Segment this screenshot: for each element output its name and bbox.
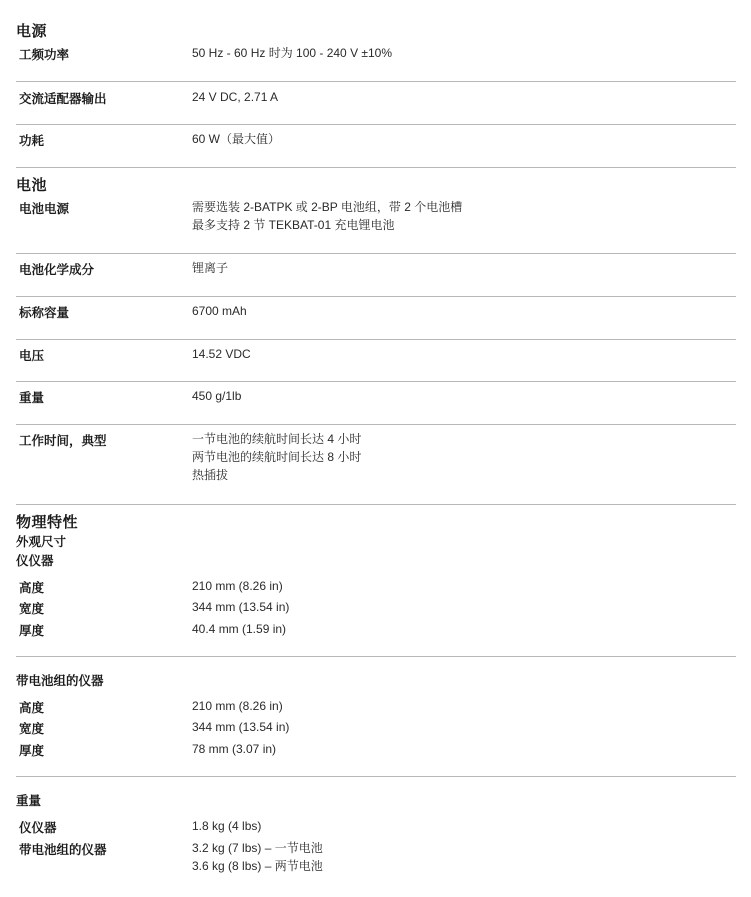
voltage-value: 14.52 VDC	[192, 347, 251, 361]
ac-adapter-output-value: 24 V DC, 2.71 A	[192, 90, 279, 104]
battery-weight-label: 重量	[19, 391, 45, 405]
battery-weight-value: 450 g/1lb	[192, 389, 242, 403]
voltage-label: 电压	[19, 349, 45, 363]
divider	[16, 656, 736, 657]
divider	[16, 253, 736, 254]
divider	[16, 504, 736, 505]
battery-chemistry-value: 锂离子	[192, 261, 229, 275]
divider	[16, 424, 736, 425]
with-battery-depth-label: 厚度	[19, 744, 45, 758]
divider	[16, 81, 736, 82]
with-battery-title: 带电池组的仪器	[16, 674, 104, 688]
divider	[16, 339, 736, 340]
with-battery-width-value: 344 mm (13.54 in)	[192, 720, 290, 734]
with-battery-weight-value-line-2: 3.6 kg (8 lbs) – 两节电池	[192, 859, 323, 873]
operating-time-label: 工作时间，典型	[19, 434, 107, 448]
battery-power-value-line-2: 最多支持 2 节 TEKBAT-01 充电锂电池	[192, 218, 395, 232]
physical-heading: 物理特性	[16, 514, 79, 531]
with-battery-depth-value: 78 mm (3.07 in)	[192, 742, 277, 756]
instrument-height-value: 210 mm (8.26 in)	[192, 579, 283, 593]
divider	[16, 381, 736, 382]
instrument-width-label: 宽度	[19, 602, 45, 616]
battery-chemistry-label: 电池化学成分	[19, 263, 95, 277]
operating-time-value-line-3: 热插拔	[192, 468, 229, 482]
battery-power-value-line-1: 需要选装 2-BATPK 或 2-BP 电池组，带 2 个电池槽	[192, 200, 463, 214]
divider	[16, 124, 736, 125]
instrument-depth-label: 厚度	[19, 624, 45, 638]
power-frequency-label: 工频功率	[19, 48, 70, 62]
operating-time-value-line-1: 一节电池的续航时间长达 4 小时	[192, 432, 362, 446]
with-battery-weight-label: 带电池组的仪器	[19, 843, 107, 857]
with-battery-height-value: 210 mm (8.26 in)	[192, 699, 283, 713]
instrument-weight-value: 1.8 kg (4 lbs)	[192, 819, 262, 833]
power-consumption-label: 功耗	[19, 134, 45, 148]
battery-power-label: 电池电源	[19, 202, 70, 216]
instrument-width-value: 344 mm (13.54 in)	[192, 600, 290, 614]
with-battery-width-label: 宽度	[19, 722, 45, 736]
power-frequency-value: 50 Hz - 60 Hz 时为 100 - 240 V ±10%	[192, 46, 393, 60]
operating-time-value-line-2: 两节电池的续航时间长达 8 小时	[192, 450, 362, 464]
instrument-height-label: 高度	[19, 581, 45, 595]
divider	[16, 167, 736, 168]
divider	[16, 296, 736, 297]
divider	[16, 776, 736, 777]
with-battery-height-label: 高度	[19, 701, 45, 715]
weight-title: 重量	[16, 794, 42, 808]
instrument-depth-value: 40.4 mm (1.59 in)	[192, 622, 287, 636]
ac-adapter-output-label: 交流适配器输出	[19, 92, 107, 106]
instrument-title: 仪仪器	[16, 554, 54, 568]
nominal-capacity-value: 6700 mAh	[192, 304, 247, 318]
instrument-weight-label: 仪仪器	[19, 821, 57, 835]
dimensions-title: 外观尺寸	[16, 535, 67, 549]
power-heading: 电源	[16, 23, 48, 40]
battery-heading: 电池	[16, 177, 48, 194]
nominal-capacity-label: 标称容量	[19, 306, 70, 320]
with-battery-weight-value-line-1: 3.2 kg (7 lbs) – 一节电池	[192, 841, 323, 855]
power-consumption-value: 60 W（最大值）	[192, 132, 281, 146]
